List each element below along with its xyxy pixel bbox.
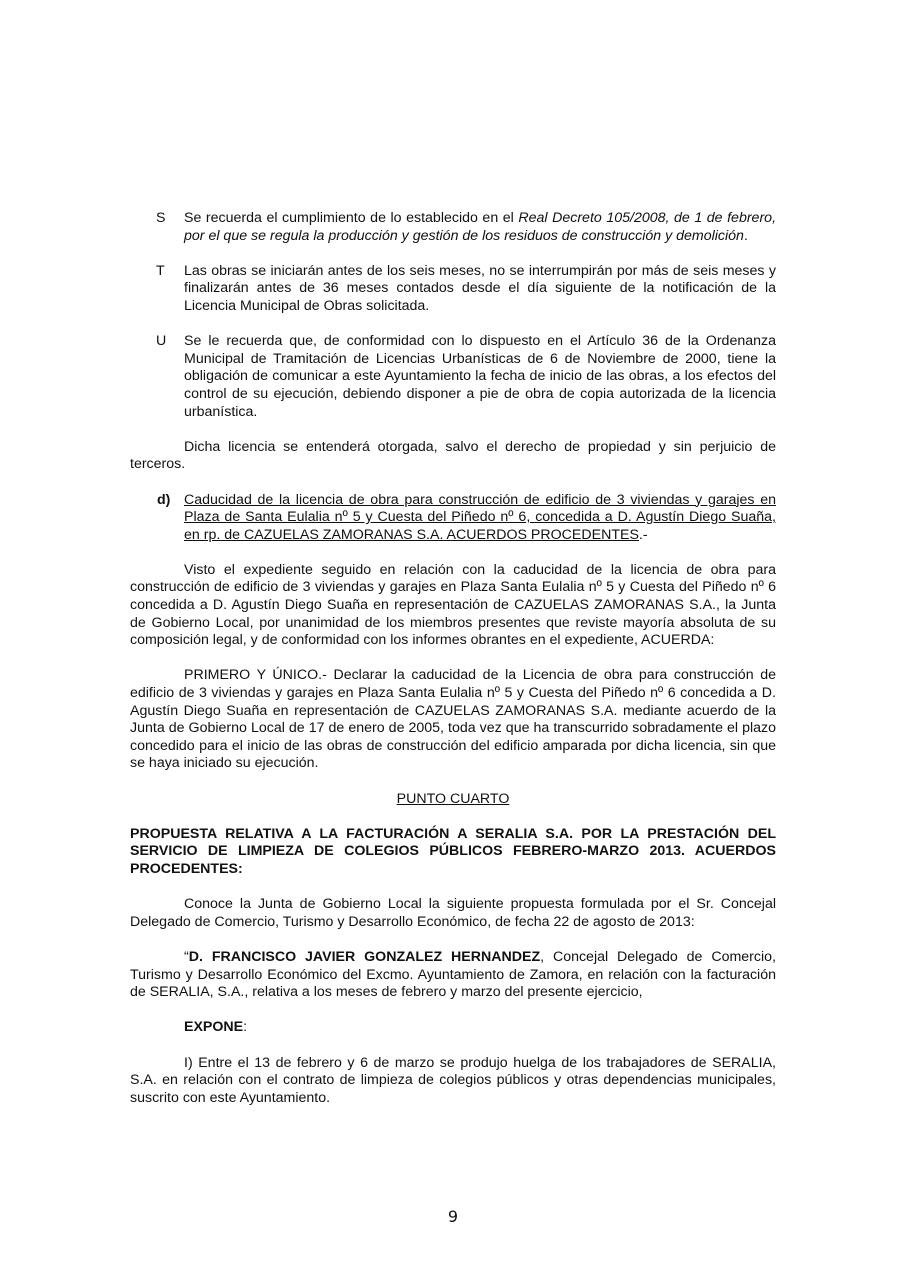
conoce-paragraph: Conoce la Junta de Gobierno Local la siguiente propuesta formulada por el Sr. Concejal Delegado de Comercio, Turismo y Desarrollo Económico, de fecha 22 de agosto de 2013: — [130, 896, 776, 930]
entre-paragraph: I) Entre el 13 de febrero y 6 de marzo se produjo huelga de los trabajadores de SERALIA, S.A. en relación con el contrato de limpieza de colegios públicos y otras dependencias municipales, suscrito con este Ayuntamiento. — [130, 1054, 776, 1106]
primero-paragraph: PRIMERO Y ÚNICO.- Declarar la caducidad de la Licencia de obra para construcción de edificio de 3 viviendas y garajes en Plaza Santa Eulalia nº 5 y Cuesta del Piñedo nº 6 concedida a D. Agustín Diego Suaña en representación de CAZUELAS ZAMORANAS S.A. mediante acuerdo de la Junta de Gobierno Local de 17 de enero de 2005, toda vez que ha transcurrido sobradamente el plazo concedido para el inicio de las obras de construcción del edificio amparada por dicha licencia, sin que se haya iniciado su ejecución. — [130, 667, 776, 772]
royal-decree-reference: Real Decreto 105/2008, de 1 de febrero, por el que se regula la producción y gestión de los residuos de construcción y demolición — [184, 210, 777, 244]
expone-heading — [130, 1019, 776, 1037]
visto-paragraph: Visto el expediente seguido en relación con la caducidad de la licencia de obra para construcción de edificio de 3 viviendas y garajes en Plaza Santa Eulalia nº 5 y Cuesta del Piñedo nº 6 concedida a D. Agustín Diego Suaña en representación de CAZUELAS ZAMORANAS S.A., la Junta de Gobierno Local, por unanimidad de los miembros presentes que reviste mayoría absoluta de su composición legal, y de conformidad con los informes obrantes en el expediente, ACUERDA: — [130, 561, 776, 649]
list-marker: T — [156, 262, 165, 279]
list-marker: U — [156, 333, 167, 350]
official-description: , Concejal Delegado de Comercio, Turismo y Desarrollo Económico del Excmo. Ayuntamiento de Zamora, en relación con la facturación de SERALIA, S.A., relativa a los meses de febrero y marzo del presente ejercicio, — [130, 948, 776, 1001]
list-marker: S — [156, 210, 166, 226]
section-title — [130, 791, 776, 809]
opening-quote: “ — [184, 948, 189, 965]
list-item-text: Se le recuerda que, de conformidad con lo dispuesto en el Artículo 36 de la Ordenanza Municipal de Tramitación de Licencias Urbanísticas de 6 de Noviembre de 2000, tiene la obligación de comunicar a este Ayuntamiento la fecha de inicio de las obras, a los efectos del control de su ejecución, debiendo disponer a pie de obra de copia autorizada de la licencia urbanística. — [184, 333, 776, 420]
list-item-text: Se recuerda el cumplimiento de lo establecido en el — [184, 210, 519, 226]
list-item-s — [130, 210, 776, 245]
agenda-item-suffix: .- — [638, 526, 648, 543]
agenda-item-title: Caducidad de la licencia de obra para construcción de edificio de 3 viviendas y garajes en Plaza de Santa Eulalia nº 5 y Cuesta del Piñedo nº 6, concedida a D. Agustín Diego Suaña, en rp. de CAZUELAS ZAMORANAS S.A. ACUERDOS PROCEDENTES — [184, 491, 776, 543]
punto-cuarto-title: PUNTO CUARTO — [396, 790, 510, 807]
license-granted-paragraph: Dicha licencia se entenderá otorgada, salvo el derecho de propiedad y sin perjuicio de terceros. — [130, 438, 776, 473]
francisco-paragraph — [130, 949, 776, 1002]
list-marker: d) — [157, 491, 171, 508]
proposal-heading: PROPUESTA RELATIVA A LA FACTURACIÓN A SERALIA S.A. POR LA PRESTACIÓN DEL SERVICIO DE LIMPIEZA DE COLEGIOS PÚBLICOS FEBRERO-MARZO 2013. ACUERDOS PROCEDENTES: — [130, 825, 776, 877]
list-item-u — [130, 333, 776, 421]
official-name: D. FRANCISCO JAVIER GONZALEZ HERNANDEZ — [188, 948, 541, 965]
expone-label: EXPONE — [184, 1019, 244, 1036]
list-item-period: . — [743, 227, 748, 244]
list-item-text: Las obras se iniciarán antes de los seis meses, no se interrumpirán por más de seis meses y finalizarán antes de 36 meses contados desde el día siguiente de la notificación de la Licencia Municipal de Obras solicitada. — [184, 262, 776, 314]
page-number: 9 — [447, 1207, 459, 1226]
document-body — [130, 210, 776, 1125]
expone-colon: : — [243, 1019, 248, 1036]
list-item-t — [130, 263, 776, 316]
list-item-d — [130, 492, 776, 545]
